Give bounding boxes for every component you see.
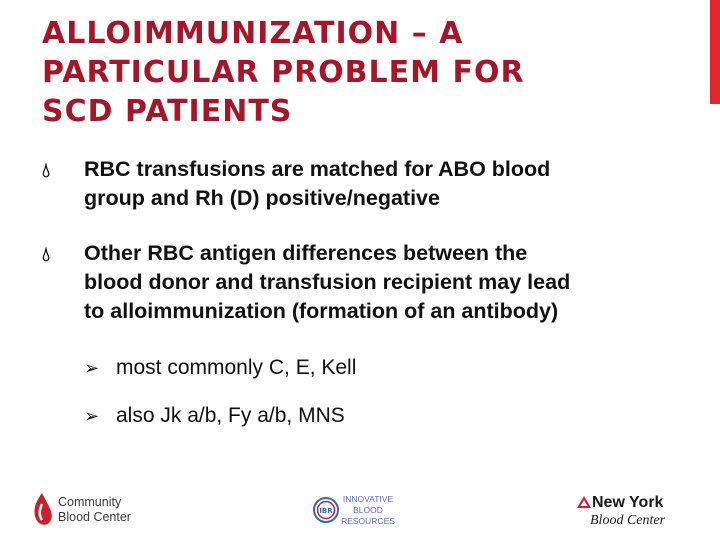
accent-bar — [710, 0, 720, 104]
innovative-blood-resources-logo — [312, 490, 407, 530]
bullet-item — [42, 155, 682, 213]
innovative-logo-line3: RESOURCES — [341, 516, 395, 526]
community-blood-center-logo — [30, 490, 140, 530]
bullet-text — [84, 239, 682, 326]
new-york-blood-center-logo — [576, 490, 696, 530]
bullet-line: Other RBC antigen differences between the — [84, 241, 528, 265]
innovative-logo-line2: BLOOD — [353, 505, 383, 515]
sub-bullet-item — [84, 402, 345, 430]
bullet-line: to alloimmunization (formation of an antibody) — [84, 299, 559, 323]
bullet-line: blood donor and transfusion recipient may lead — [84, 270, 571, 294]
sub-bullet-text: most commonly C, E, Kell — [116, 356, 357, 379]
community-logo-line1: Community — [58, 495, 122, 509]
title-line: SCD PATIENTS — [42, 94, 293, 129]
sub-bullet-item — [84, 354, 356, 382]
bullet-item — [42, 239, 682, 326]
teardrop-bullet-icon: 💧︎ — [42, 160, 50, 182]
ny-logo-line2: Blood Center — [590, 513, 666, 528]
arrow-bullet-icon: ➢ — [84, 358, 100, 378]
slide-title — [42, 14, 682, 131]
ny-logo-line1: New York — [592, 494, 664, 511]
title-line: PARTICULAR PROBLEM FOR — [42, 55, 525, 90]
bullet-text — [84, 155, 682, 213]
ibr-badge-text: IBR — [319, 507, 333, 515]
teardrop-bullet-icon: 💧︎ — [42, 244, 50, 266]
community-logo-line2: Blood Center — [58, 510, 131, 524]
innovative-logo-line1: INNOVATIVE — [342, 494, 394, 504]
arrow-bullet-icon: ➢ — [84, 406, 100, 426]
title-line: ALLOIMMUNIZATION – A — [42, 16, 464, 51]
sub-bullet-text: also Jk a/b, Fy a/b, MNS — [116, 404, 345, 427]
bullet-line: group and Rh (D) positive/negative — [84, 186, 440, 210]
bullet-line: RBC transfusions are matched for ABO blood — [84, 157, 551, 181]
